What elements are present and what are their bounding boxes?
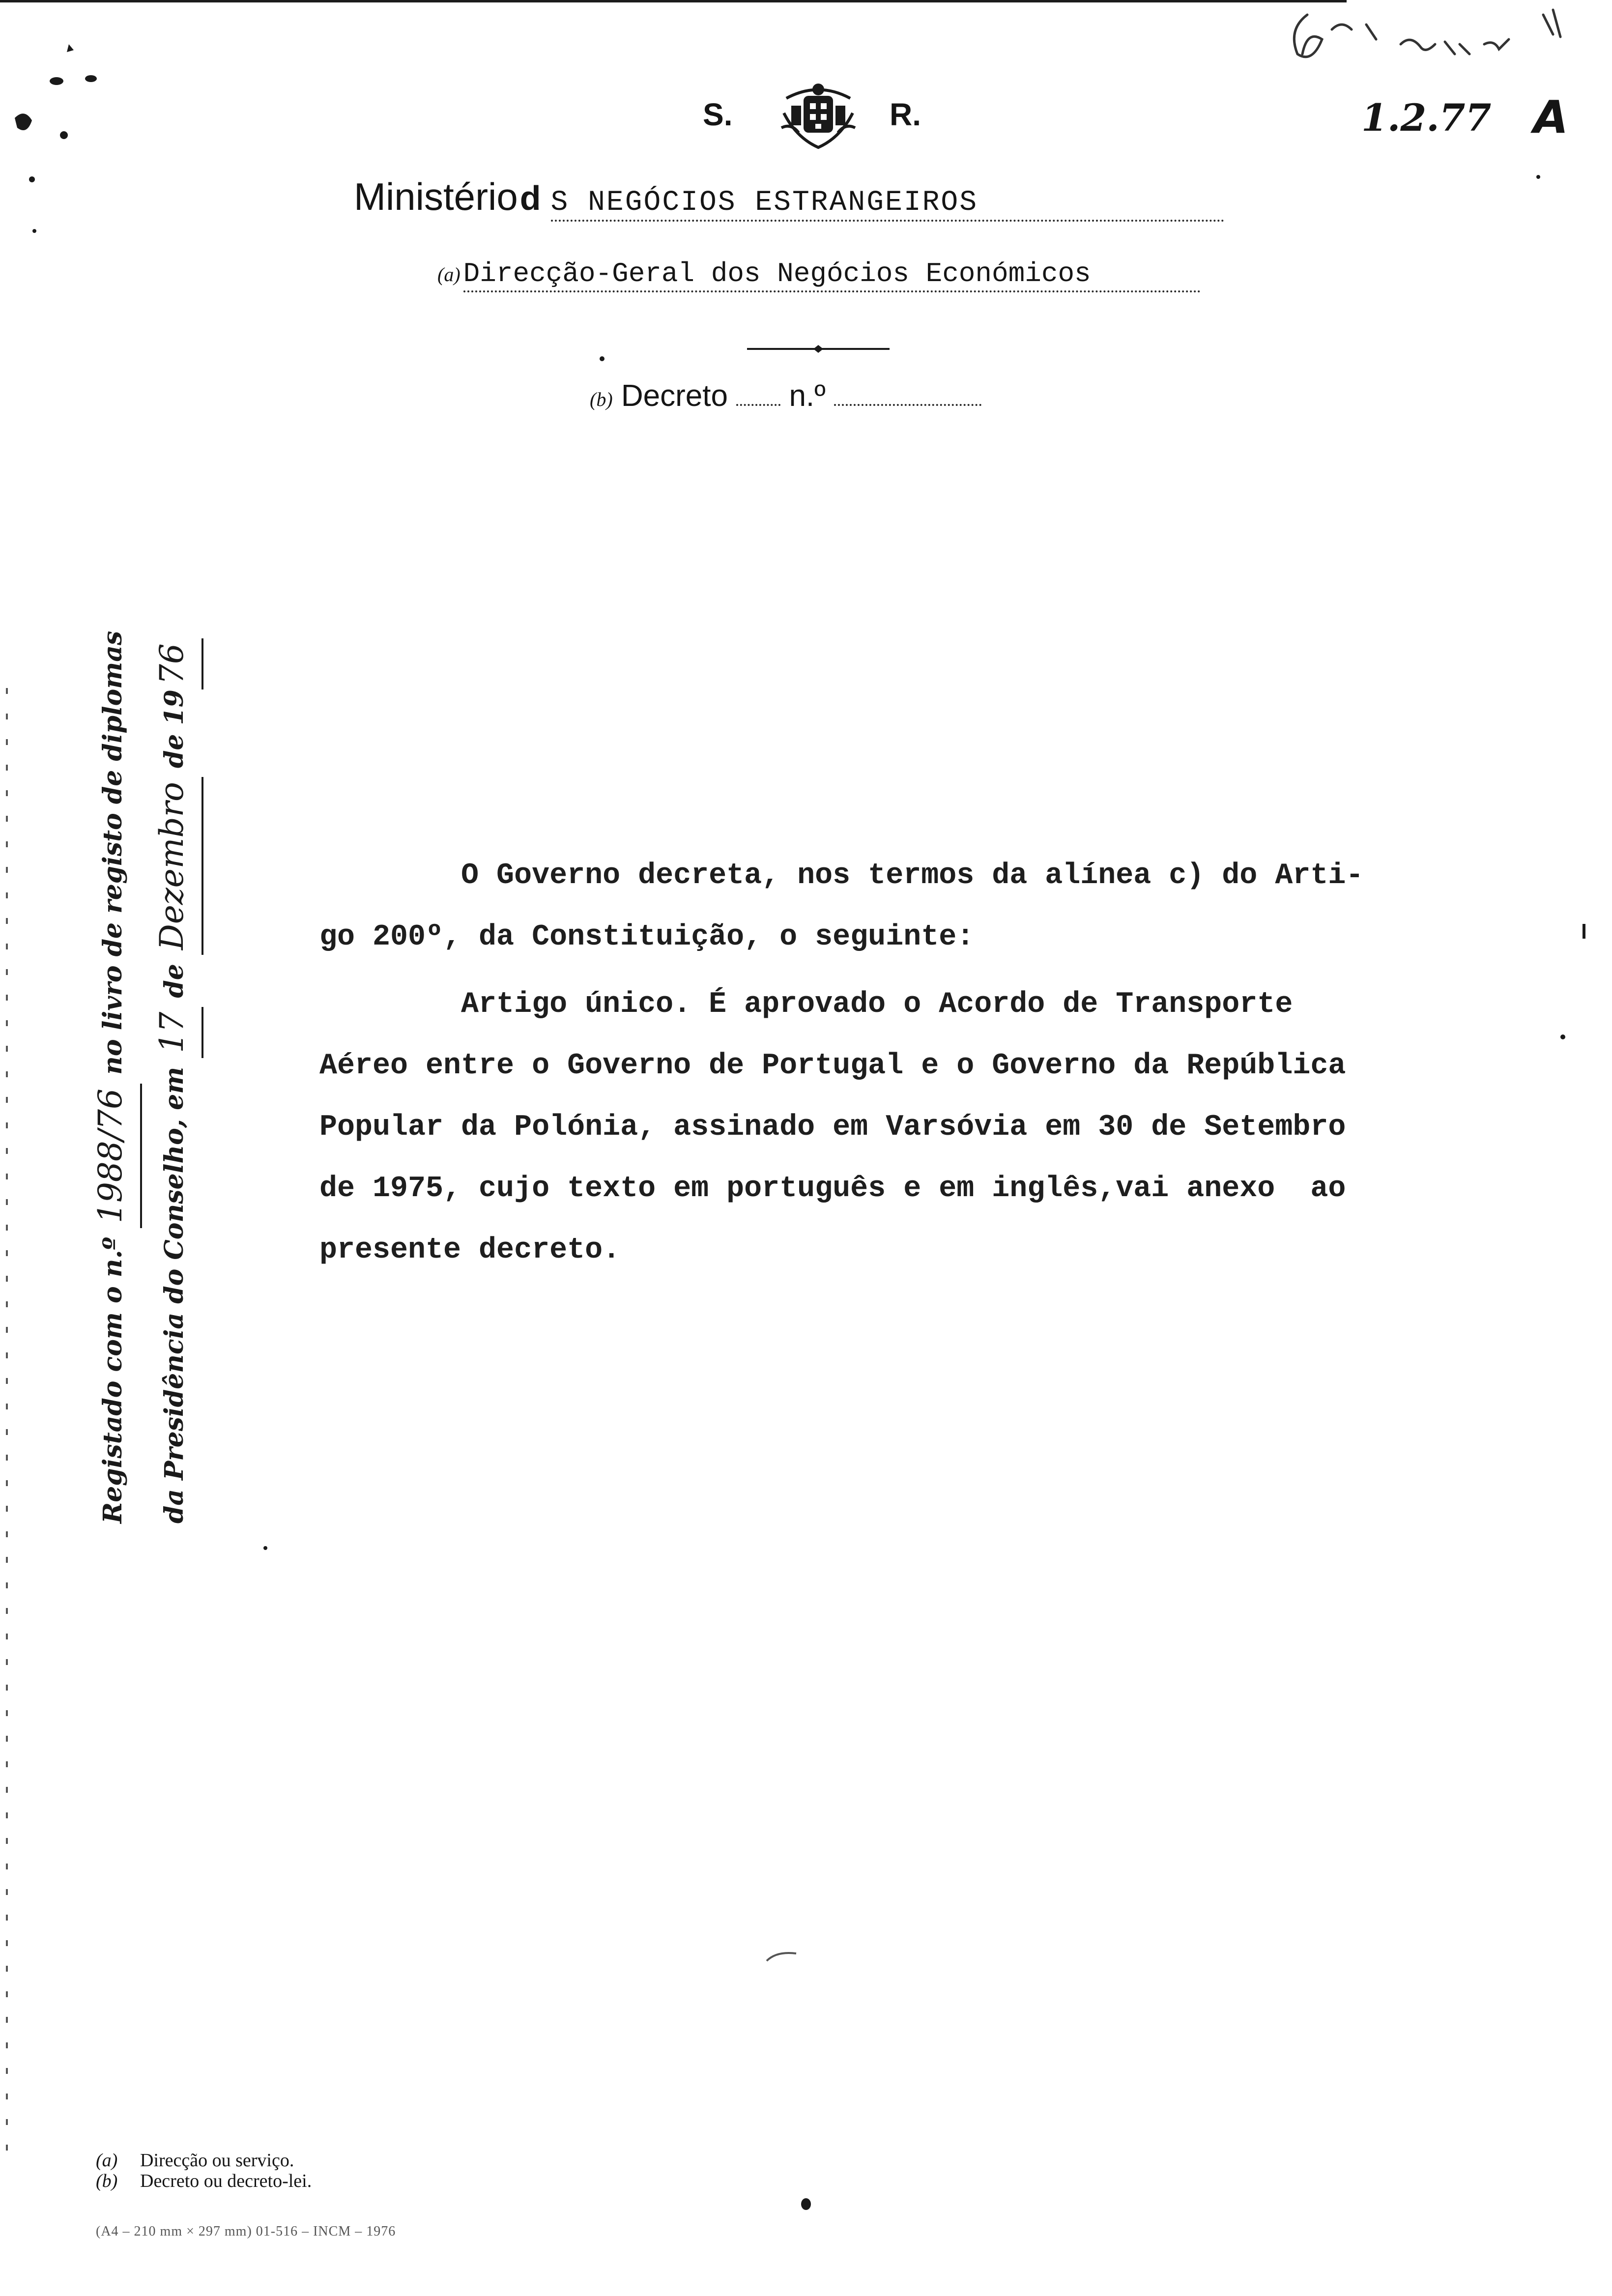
registration-day: 17 bbox=[143, 1007, 203, 1058]
handwritten-code: 1.2.77 bbox=[1361, 96, 1492, 140]
body-line: de 1975, cujo texto em português e em inglês,vai anexo ao bbox=[319, 1172, 1346, 1205]
footnote-b bbox=[96, 2171, 686, 2191]
handwritten-reference bbox=[1278, 0, 1602, 157]
top-border-line bbox=[0, 0, 1347, 2]
registration-line-2 bbox=[143, 643, 204, 1523]
direccao-value: Direcção-Geral dos Negócios Económicos bbox=[463, 258, 1201, 292]
letterhead bbox=[703, 79, 958, 157]
ministry-prefix: d bbox=[519, 179, 541, 217]
registration-text-3: da Presidência do Conselho, em bbox=[159, 1066, 189, 1523]
paragraph-2 bbox=[319, 974, 1519, 1281]
paragraph-1 bbox=[319, 845, 1519, 968]
footnote-a bbox=[96, 2150, 686, 2171]
ministry-line bbox=[354, 174, 1288, 229]
body-line: Artigo único. É aprovado o Acordo de Transporte bbox=[319, 988, 1293, 1021]
letterhead-r: R. bbox=[890, 97, 921, 132]
registration-text: Registado com o n.º bbox=[98, 1237, 128, 1523]
footnote-key: (a) bbox=[96, 2150, 118, 2171]
registration-month: Dezembro bbox=[143, 777, 203, 955]
decreto-label: Decreto bbox=[621, 379, 728, 413]
registration-note bbox=[81, 631, 209, 1523]
ministry-value: S NEGÓCIOS ESTRANGEIROS bbox=[551, 187, 1224, 222]
decreto-number-label: n.º bbox=[789, 379, 826, 413]
decreto-number-blank bbox=[834, 401, 981, 406]
body-line: Aéreo entre o Governo de Portugal e o Governo da República bbox=[319, 1049, 1346, 1083]
decreto-line bbox=[590, 378, 1081, 423]
body-line: presente decreto. bbox=[319, 1234, 621, 1267]
registration-text-4: de bbox=[159, 964, 189, 998]
form-code: (A4 – 210 mm × 297 mm) 01-516 – INCM – 1976 bbox=[96, 2224, 396, 2239]
decreto-marker: (b) bbox=[590, 388, 613, 410]
body-line: go 200º, da Constituição, o seguinte: bbox=[319, 920, 975, 954]
handwritten-letter: A bbox=[1533, 91, 1569, 144]
body-line: O Governo decreta, nos termos da alínea c) do Arti- bbox=[319, 859, 1364, 892]
footnotes bbox=[96, 2150, 686, 2191]
registration-line-1 bbox=[81, 631, 143, 1523]
direccao-marker: (a) bbox=[437, 263, 461, 286]
body-line: Popular da Polónia, assinado em Varsóvia em 30 de Setembro bbox=[319, 1111, 1346, 1144]
decree-body bbox=[319, 845, 1519, 1281]
coat-of-arms-icon bbox=[777, 79, 860, 152]
footnote-text: Direcção ou serviço. bbox=[140, 2150, 294, 2171]
registration-number: 1988/76 bbox=[81, 1084, 142, 1228]
registration-text-5: de 19 bbox=[159, 689, 189, 769]
handwritten-scribble bbox=[1278, 0, 1583, 79]
ministry-label: Ministério bbox=[354, 175, 518, 218]
registration-text-2: no livro de registo de diplomas bbox=[98, 631, 128, 1075]
direccao-line bbox=[437, 258, 1273, 302]
decreto-type-blank bbox=[736, 401, 780, 406]
registration-year: 76 bbox=[143, 638, 203, 689]
letterhead-s: S. bbox=[703, 97, 733, 132]
footnote-text: Decreto ou decreto-lei. bbox=[140, 2171, 312, 2191]
divider-ornament bbox=[747, 344, 890, 354]
footnote-key: (b) bbox=[96, 2171, 118, 2191]
